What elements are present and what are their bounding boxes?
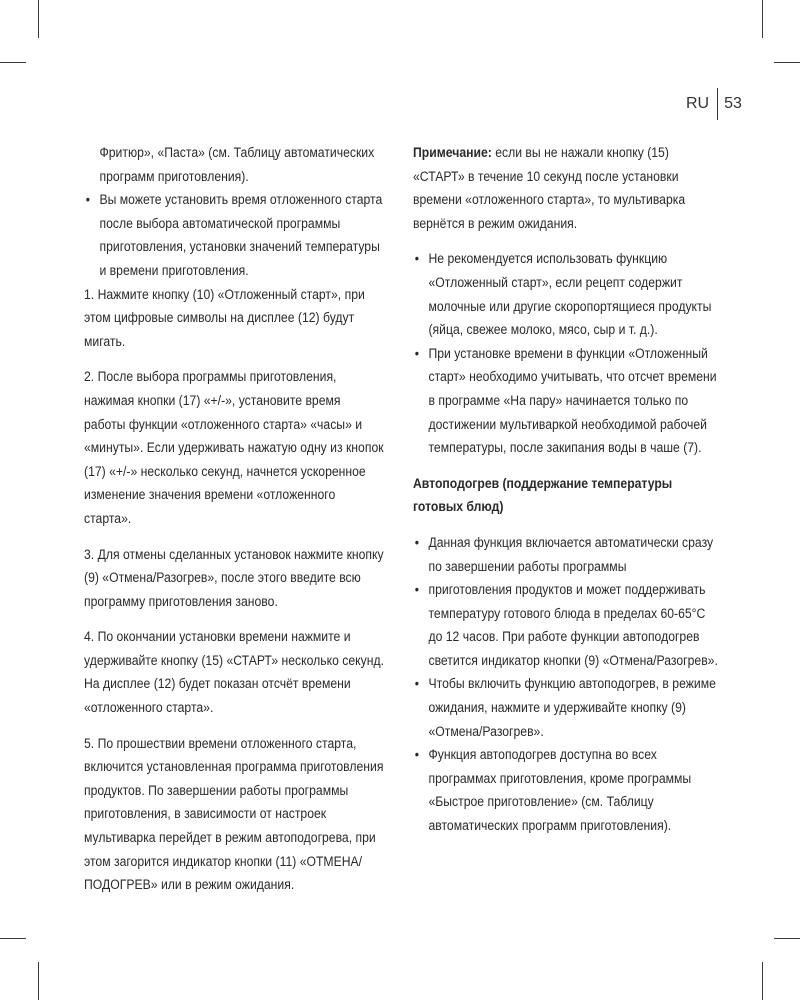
- crop-mark-bottom-right-vertical: [762, 962, 763, 1000]
- step-paragraph: 4. По окончании установки времени нажмите и удерживайте кнопку (15) «СТАРТ» несколько секунд. На дисплее (12) будет показан отсчёт времени «отложенного старта».: [84, 629, 384, 717]
- continuation-text: Фритюр», «Паста» (см. Таблицу автоматических программ приготовления).: [99, 145, 375, 185]
- crop-mark-bottom-right-horizontal: [774, 938, 800, 939]
- section-heading: Автоподогрев (поддержание температуры готовых блюд): [413, 475, 673, 516]
- language-code: RU: [686, 95, 710, 112]
- note-paragraph: [413, 142, 721, 236]
- list-item: • приготовления продуктов и может поддерживать температуру готового блюда в пределах 60-65°C до 12 часов. При работе функции автоподогрев светится индикатор кнопки (9) «Отмена/Разогрев».: [413, 579, 721, 673]
- list-item: • При установке времени в функции «Отложенный старт» необходимо учитывать, что отсчет времени в программе «На пару» начинается только по достижении мультиваркой необходимой рабочей температуры, после закипания воды в чаше (7).: [413, 343, 721, 461]
- note-text: если вы не нажали кнопку (15) «СТАРТ» в течение 10 секунд после установки времени «отложенного старта», то мультиварка вернётся в режим ожидания.: [413, 145, 686, 232]
- note-label: Примечание:: [413, 145, 492, 161]
- page-header: [686, 88, 742, 120]
- step-paragraph: 1. Нажмите кнопку (10) «Отложенный старт», при этом цифровые символы на дисплее (12) будут мигать.: [84, 286, 365, 350]
- crop-mark-top-left-vertical: [38, 0, 39, 38]
- crop-mark-top-right-vertical: [762, 0, 763, 38]
- step-paragraph: 5. По прошествии времени отложенного старта, включится установленная программа приготовления продуктов. По завершении работы программы приготовления, в зависимости от настроек мультиварка перейдет в режим автоподогрева, при этом загорится индикатор кнопки (11) «ОТМЕНА/ПОДОГРЕВ» или в режим ожидания.: [84, 735, 384, 894]
- crop-mark-bottom-left-vertical: [38, 962, 39, 1000]
- autoheat-bullet-list: [413, 532, 721, 839]
- step-paragraph: 2. После выбора программы приготовления, нажимая кнопки (17) «+/-», установите время работы функции «отложенного старта» «часы» и «минуты». Если удерживать нажатую одну из кнопок (17) «+/-» несколько секунд, начнется ускоренное изменение значения времени «отложенного старта».: [84, 369, 384, 527]
- list-item: • Вы можете установить время отложенного старта после выбора автоматической программы приготовления, установки значений температуры и времени приготовления.: [84, 189, 385, 283]
- page-number: 53: [724, 95, 742, 112]
- list-item: • Не рекомендуется использовать функцию «Отложенный старт», если рецепт содержит молочные или другие скоропортящиеся продукты (яйца, свежее молоко, мясо, сыр и т. д.).: [413, 248, 721, 342]
- left-column: [84, 142, 385, 910]
- list-item: • Функция автоподогрев доступна во всех программах приготовления, кроме программы «Быстрое приготовление» (см. Таблицу автоматических программ приготовления).: [413, 744, 721, 838]
- left-bullet-list: [84, 189, 385, 283]
- list-item: • Чтобы включить функцию автоподогрев, в режиме ожидания, нажмите и удерживайте кнопку (9) «Отмена/Разогрев».: [413, 673, 721, 744]
- header-divider: [717, 88, 718, 120]
- crop-mark-top-left-horizontal: [0, 62, 26, 63]
- crop-mark-top-right-horizontal: [774, 62, 800, 63]
- crop-mark-bottom-left-horizontal: [0, 938, 26, 939]
- step-paragraph: 3. Для отмены сделанных установок нажмите кнопку (9) «Отмена/Разогрев», после этого введите всю программу приготовления заново.: [84, 546, 384, 610]
- right-column: [413, 142, 721, 851]
- list-item: • Данная функция включается автоматически сразу по завершении работы программы: [413, 532, 721, 579]
- note-bullet-list: [413, 248, 721, 460]
